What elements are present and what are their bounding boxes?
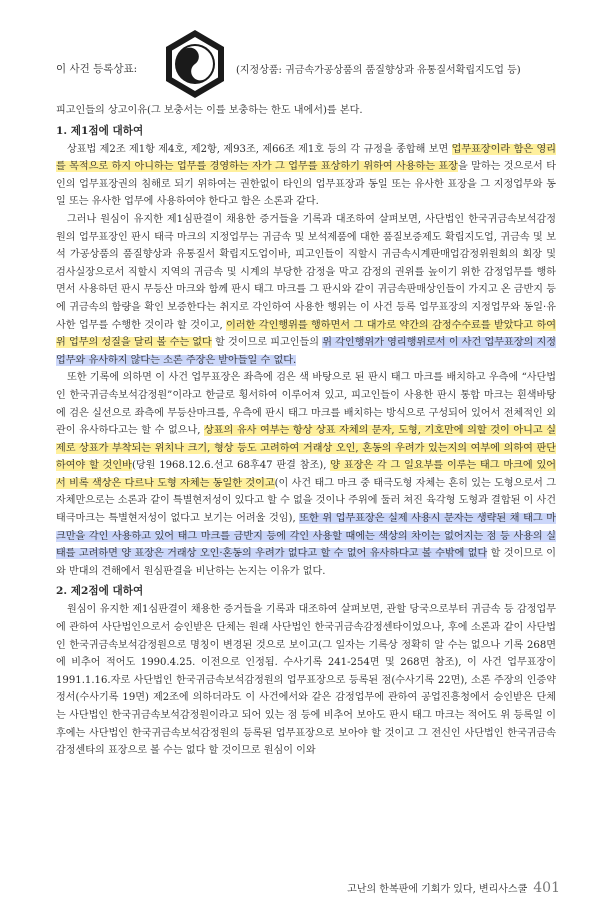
intro-paragraph: 피고인들의 상고이유(그 보충서는 이를 보충하는 한도 내에서)를 본다. [56, 105, 363, 116]
text-run: 할 것이므로 피고인들의 [211, 337, 323, 349]
page-footer [347, 880, 560, 896]
text-run: 또한 기록에 의하면 이 사건 업무표장은 좌측에 검은 색 바탕으로 된 판시 태그 마크를 배치하고 우측에 “사단법인 한국귀금속보석감정원”이라고 한글로 횡서하여 이루어져 있고, 피고인들이 사용한 판시 통합 마크는 흰색바탕에 검은 실선으로 좌측에 무등산마크를, 우측에 판시 태그 마크를 배치하는 방식으로 구성되어 있어서 전체적인 외관이 유사하다고는 할 수 없으나, [56, 372, 556, 437]
section1-paragraph1 [56, 141, 556, 211]
highlight-yellow: 양 표장은 각 그 일요부를 이루는 태그 마크에 있어서 비록 색상은 다르나 도형 자체는 동일한 것이고 [56, 460, 556, 489]
text-run: (당원 1968.12.6.선고 68후47 판결 참조), [131, 460, 331, 472]
highlight-blue: 또한 위 업무표장은 실제 사용시 문자는 생략된 채 태그 마크만을 각인 사용하고 있어 태그 마크를 금반지 등에 각인 사용할 때에는 색상의 차이는 없어지는 점 등 사용의 실태를 고려하면 양 표장은 거래상 오인·혼동의 우려가 없다고 할 수 없어 유사하다고 볼 수밖에 없다 [56, 513, 556, 560]
section2-paragraph1: 원심이 유지한 제1심판결이 채용한 증거들을 기록과 대조하여 살펴보면, 관할 당국으로부터 귀금속 등 감정업무에 관하여 사단법인으로서 승인받은 단체는 원래 사단법인 한국귀금속감정센타이었으나, 후에 소론과 같이 사단법인 한국귀금속보석감정원으로 명칭이 변경된 것으로 보이고(그 일자는 기록상 정확히 알 수는 없으나 기록 268면에 비추어 적어도 1990.4.25. 이전으로 인정됨. 수사기록 241-254면 및 268면 참조), 이 사건 업무표장이 1991.1.16.자로 사단법인 한국귀금속보석감정원의 업무표장으로 등록된 점(수사기록 22면), 소론 주장의 인증약정서(수사기록 19면) 제2조에 의하더라도 이 사건에서와 같은 감정업무에 관하여 공업진흥청에서 승인받은 단체는 사단법인 한국귀금속보석감정원이라고 되어 있는 점 등에 비추어 보아도 판시 태그 마크는 적어도 위 등록일 이후에는 사단법인 한국귀금속보석감정원의 등록된 업무표장으로 보아야 할 것이고 그 전신인 사단법인 한국귀금속감정센타의 표장으로 볼 수는 없다 할 것이므로 원심이 이와 [56, 604, 556, 757]
text-run: 할 것이므로 이와 반대의 견해에서 원심판결을 비난하는 논지는 이유가 없다. [56, 548, 556, 577]
section1-heading: 1. 제1점에 대하여 [56, 124, 144, 137]
text-run: 그러나 원심이 유지한 제1심판결이 채용한 증거들을 기록과 대조하여 살펴보면, 사단법인 한국귀금속보석감정원의 업무표장인 판시 태극 마크의 지정업무는 귀금속 및 보석제품에 대한 품질보증제도 확립지도업, 귀금속 및 보석 가공상품의 품질향상과 유통질서 확립지도업이바, 피고인들이 직할시 귀금속시계판매업감정위원회의 회장 및 검사실장으로서 직할시 지역의 귀금속 및 시계의 부당한 감정을 막고 감정의 권위를 높이기 위한 감정업무를 행하면서 사용하던 판시 무등산 마크와 함께 판시 태그 마크를 그 판시와 같이 귀금속판매상인들이 가지고 온 금반지 등에 귀금속의 함량을 확인 보증한다는 취지로 각인하여 사용한 행위는 이 사건 등록 업무표장의 지정업무와 동일·유사한 업무를 수행한 것이라 할 것이고, [56, 213, 556, 331]
registered-mark-row [56, 28, 556, 104]
mark-designation: (지정상품: 귀금속가공상품의 품질향상과 유통질서확립지도업 등) [236, 65, 521, 76]
highlight-yellow: 상표의 유사 여부는 항상 상표 자체의 문자, 도형, 기호만에 의할 것이 아니고 실제로 상표가 부착되는 위치나 크기, 형상 등도 고려하여 거래상 오인, 혼동의 우려가 있는지의 여부에 의하여 판단하여야 할 것인바 [56, 425, 556, 472]
text-run: 상표법 제2조 제1항 제4호, 제2항, 제93조, 제66조 제1호 등의 각 규정을 종합해 보면 [67, 143, 452, 155]
page-number: 401 [533, 880, 560, 896]
footer-text: 고난의 한복판에 기회가 있다, 변리사스쿨 [347, 884, 528, 895]
highlight-yellow: 업무표장이라 함은 영리를 목적으로 하지 아니하는 업무를 경영하는 자가 그 업무를 표상하기 위하여 사용하는 표장 [56, 143, 556, 173]
section2-heading: 2. 제2점에 대하여 [56, 585, 144, 598]
section1-paragraph2 [56, 211, 556, 369]
text-run: 을 말하는 것으로서 타인의 업무표장권의 침해로 되기 위하여는 권한없이 타인의 업무표장과 동일 또는 유사한 표장을 그 지정업무와 동일 또는 유사한 업무에 사용하여야 한다고 함은 소론과 같다. [56, 161, 556, 208]
section1-paragraph3 [56, 369, 556, 580]
mark-label: 이 사건 등록상표: [56, 63, 138, 75]
text-run: (이 사건 태그 마크 중 태극도형 자체는 흔히 있는 도형으로서 그 자체만으로는 소론과 같이 특별현저성이 있다고 할 수 없을 것이나 주위에 둘러 쳐진 육각형 도형과 결합된 이 사건 태극마크는 특별현저성이 없다고 보기는 어려울 것임), [56, 477, 556, 525]
highlight-blue: 위 각인행위가 영리행위로서 이 사건 업무표장의 지정업무와 유사하지 않다는 소론 주장은 받아들일 수 없다. [56, 337, 556, 366]
document-body [56, 102, 556, 760]
taegeuk-hexagon-mark-icon [160, 28, 230, 100]
highlight-yellow: 이러한 각인행위를 행하면서 그 대가로 약간의 감정수수료를 받았다고 하여 위 업무의 성질을 달리 볼 수는 없다 [56, 319, 557, 349]
